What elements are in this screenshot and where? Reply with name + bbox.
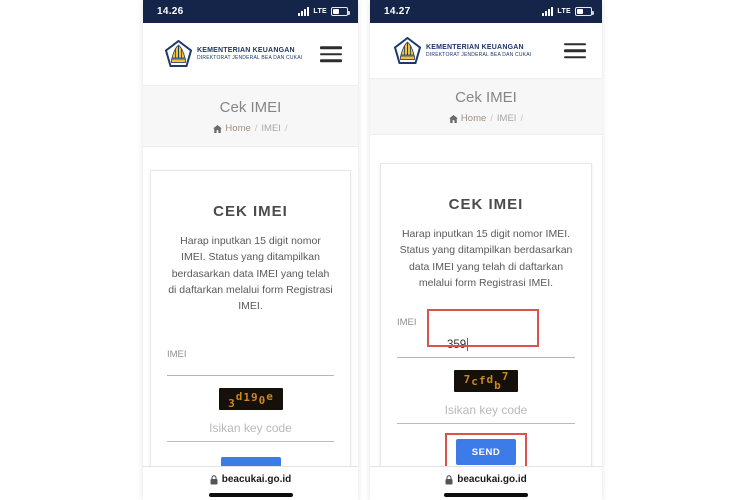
address-domain: beacukai.go.id [457, 474, 527, 485]
key-code-input[interactable] [397, 400, 575, 424]
page-title: Cek IMEI [219, 99, 282, 116]
home-indicator[interactable] [209, 493, 293, 497]
logo-text [197, 47, 302, 61]
status-time: 14.26 [157, 6, 184, 17]
menu-button[interactable] [562, 41, 588, 61]
status-icons [298, 7, 348, 16]
address-bar[interactable] [370, 467, 602, 485]
breadcrumb-separator: / [520, 113, 524, 124]
org-name: KEMENTERIAN KEUANGAN [426, 43, 524, 51]
breadcrumb-imei-link[interactable]: IMEI [261, 123, 281, 134]
kemenkeu-logo-icon [165, 40, 192, 68]
captcha-image: 7 c f d b 7 [454, 370, 518, 392]
text-cursor [467, 338, 468, 351]
key-code-input[interactable] [167, 418, 334, 442]
card-description: Harap inputkan 15 digit nomor IMEI. Status yang ditampilkan berdasarkan data IMEI yang telah di daftarkan melalui form Registrasi IMEI. [168, 235, 333, 313]
address-bar[interactable] [143, 467, 358, 485]
cek-imei-card [380, 163, 592, 486]
logo-text [426, 44, 531, 58]
org-name: KEMENTERIAN KEUANGAN [197, 47, 295, 54]
kemenkeu-logo [165, 40, 302, 68]
signal-icon [298, 7, 309, 16]
status-bar [370, 0, 602, 23]
imei-label: IMEI [167, 349, 187, 361]
site-header [143, 23, 358, 85]
address-domain: beacukai.go.id [221, 474, 292, 485]
org-subtitle: DIREKTORAT JENDERAL BEA DAN CUKAI [426, 51, 532, 58]
lock-icon [210, 475, 218, 485]
send-button[interactable]: SEND [456, 439, 516, 465]
network-label: LTE [313, 8, 327, 15]
cek-imei-card [150, 170, 351, 500]
page-title: Cek IMEI [455, 89, 517, 106]
kemenkeu-logo [394, 37, 531, 65]
status-time: 14.27 [384, 6, 411, 17]
network-label: LTE [557, 8, 571, 15]
page-title-band [370, 78, 602, 135]
breadcrumb [370, 113, 602, 124]
imei-field [397, 312, 575, 358]
home-icon [449, 115, 458, 123]
status-bar [143, 0, 358, 23]
card-heading: CEK IMEI [213, 203, 288, 220]
status-icons [542, 7, 592, 16]
key-code-field [397, 400, 575, 424]
battery-icon [331, 7, 348, 16]
browser-footer [370, 466, 602, 500]
card-description: Harap inputkan 15 digit nomor IMEI. Status yang ditampilkan berdasarkan data IMEI yang telah di daftarkan melalui form Registrasi IMEI. [399, 228, 573, 289]
breadcrumb-separator: / [284, 123, 288, 134]
breadcrumb-separator: / [490, 113, 493, 124]
key-code-field [167, 418, 334, 442]
breadcrumb [143, 123, 358, 134]
phone-right [370, 0, 602, 500]
imei-label: IMEI [397, 317, 417, 329]
breadcrumb-imei-link[interactable]: IMEI [496, 113, 517, 124]
imei-value: 359 [447, 338, 467, 351]
breadcrumb-home-link[interactable]: Home [213, 123, 250, 134]
imei-field [167, 344, 334, 376]
battery-icon [575, 7, 592, 16]
org-subtitle: DIREKTORAT JENDERAL BEA DAN CUKAI [197, 55, 303, 61]
home-icon [213, 125, 222, 133]
site-header [370, 23, 602, 78]
signal-icon [542, 7, 553, 16]
menu-button[interactable] [318, 44, 344, 64]
page-title-band [143, 85, 358, 147]
card-heading: CEK IMEI [448, 196, 524, 213]
home-indicator[interactable] [444, 493, 528, 497]
imei-input[interactable] [397, 334, 575, 358]
phone-left [143, 0, 358, 500]
imei-input[interactable] [167, 366, 334, 376]
captcha-image: 3 d 1 9 0 e [219, 388, 283, 410]
breadcrumb-separator: / [254, 123, 258, 134]
kemenkeu-logo-icon [394, 37, 421, 65]
lock-icon [445, 475, 453, 485]
browser-footer [143, 466, 358, 500]
breadcrumb-home-link[interactable]: Home [449, 113, 486, 124]
